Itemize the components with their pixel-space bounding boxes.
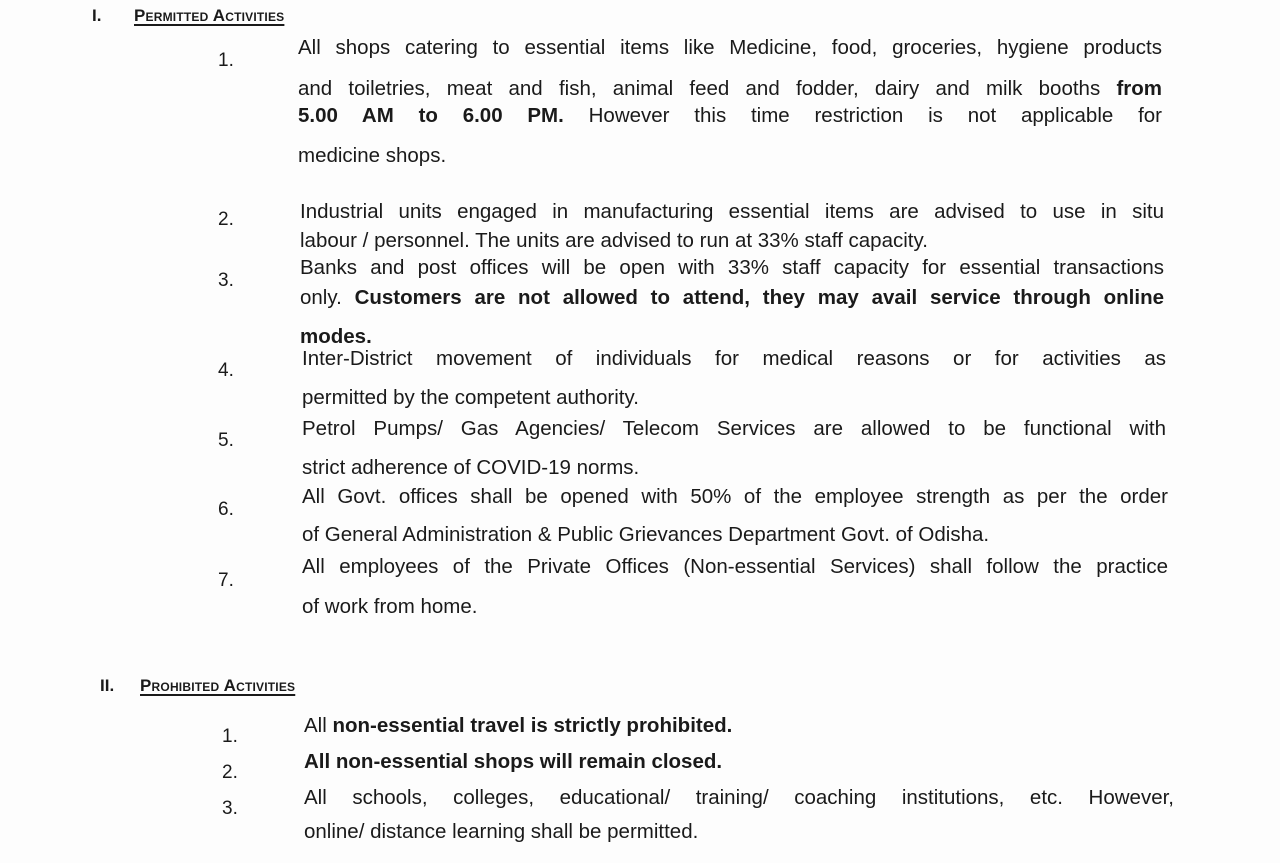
- item-number: 1.: [222, 726, 238, 747]
- item-text-line: [304, 820, 698, 844]
- item-text-line: [304, 750, 722, 774]
- text-segment: All shops catering to essential items like Medicine, food, groceries, hygiene products: [298, 36, 1162, 59]
- section-title: Permitted Activities: [134, 6, 285, 25]
- text-segment: online/ distance learning shall be permitted.: [304, 820, 699, 843]
- section-heading-prohibited: [100, 676, 295, 696]
- item-number: 6.: [218, 499, 234, 520]
- item-text-line: [300, 256, 1164, 280]
- text-segment: Inter-District movement of individuals for medical reasons or for activities as: [302, 347, 1166, 370]
- item-text-line: [302, 456, 639, 480]
- text-segment: medicine shops.: [298, 144, 447, 167]
- item-text-line: [300, 286, 1164, 310]
- item-text-line: [304, 786, 1174, 810]
- item-number: 1.: [218, 50, 234, 71]
- item-text-line: [298, 104, 1162, 128]
- section-number: I.: [92, 6, 102, 25]
- item-text-line: [302, 347, 1166, 371]
- text-segment: of work from home.: [302, 595, 478, 618]
- text-segment: All Govt. offices shall be opened with 50% of the employee strength as per the order: [302, 485, 1168, 508]
- bold-text-segment: 5.00 AM to 6.00 PM.: [298, 104, 564, 127]
- item-text-line: [300, 200, 1164, 224]
- item-text-line: [302, 485, 1168, 509]
- item-text-line: [298, 144, 446, 168]
- item-number: 4.: [218, 360, 234, 381]
- item-text-line: [300, 325, 372, 349]
- text-segment: Petrol Pumps/ Gas Agencies/ Telecom Services are allowed to be functional with: [302, 417, 1166, 440]
- item-text-line: [302, 595, 477, 619]
- section-heading-permitted: [92, 6, 284, 26]
- text-segment: All schools, colleges, educational/ training/ coaching institutions, etc. However,: [304, 786, 1174, 809]
- text-segment: Banks and post offices will be open with 33% staff capacity for essential transactions: [300, 256, 1164, 279]
- item-number: 3.: [218, 270, 234, 291]
- text-segment: of General Administration & Public Grievances Department Govt. of Odisha.: [302, 523, 990, 546]
- item-text-line: [298, 36, 1162, 60]
- section-title: Prohibited Activities: [140, 676, 296, 695]
- item-number: 2.: [222, 762, 238, 783]
- text-segment: only.: [300, 286, 355, 309]
- item-text-line: [304, 714, 732, 738]
- item-number: 5.: [218, 430, 234, 451]
- bold-text-segment: modes.: [300, 325, 372, 348]
- item-text-line: [300, 229, 928, 253]
- text-segment: All: [304, 714, 333, 737]
- bold-text-segment: Customers are not allowed to attend, they may avail service through online: [354, 286, 1164, 309]
- section-number: II.: [100, 676, 115, 695]
- text-segment: Industrial units engaged in manufacturing essential items are advised to use in situ: [300, 200, 1164, 223]
- text-segment: However this time restriction is not applicable for: [563, 104, 1162, 127]
- item-number: 3.: [222, 798, 238, 819]
- item-text-line: [302, 555, 1168, 579]
- bold-text-segment: All non-essential shops will remain closed.: [304, 750, 723, 773]
- item-number: 2.: [218, 209, 234, 230]
- text-segment: strict adherence of COVID-19 norms.: [302, 456, 640, 479]
- text-segment: All employees of the Private Offices (Non-essential Services) shall follow the practice: [302, 555, 1168, 578]
- item-number: 7.: [218, 570, 234, 591]
- item-text-line: [302, 523, 989, 547]
- text-segment: permitted by the competent authority.: [302, 386, 639, 409]
- text-segment: and toiletries, meat and fish, animal feed and fodder, dairy and milk booths: [298, 77, 1117, 100]
- text-segment: labour / personnel. The units are advised to run at 33% staff capacity.: [300, 229, 928, 252]
- item-text-line: [302, 417, 1166, 441]
- bold-text-segment: from: [1116, 77, 1162, 100]
- item-text-line: [302, 386, 639, 410]
- item-text-line: [298, 77, 1162, 101]
- bold-text-segment: non-essential travel is strictly prohibited.: [332, 714, 733, 737]
